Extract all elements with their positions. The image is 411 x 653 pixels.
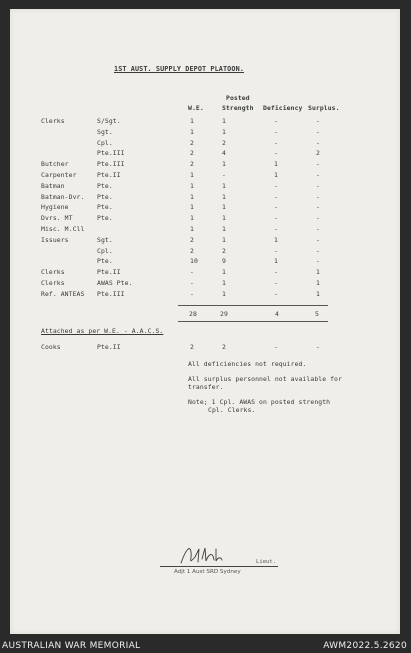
row-surplus: - [316, 214, 320, 223]
row-strength: 9 [222, 257, 226, 266]
header-we: W.E. [188, 104, 204, 112]
row-strength: 1 [222, 181, 226, 190]
row-surplus: - [316, 160, 320, 169]
row-surplus: - [316, 171, 320, 179]
row-strength: 2 [222, 138, 226, 147]
row-surplus: - [316, 117, 320, 125]
attached-rank: Pte.II [97, 343, 121, 351]
header-surplus: Surplus. [308, 104, 340, 112]
footer-institution: AUSTRALIAN WAR MEMORIAL [2, 641, 141, 651]
totals-rule-bottom [178, 321, 328, 322]
footer-accession-number: AWM2022.5.2620 [323, 641, 407, 651]
row-strength: 1 [222, 225, 226, 233]
total-surplus: 5 [315, 310, 319, 318]
row-rank: Pte. [97, 192, 113, 201]
row-surplus: 2 [316, 149, 320, 158]
attached-deficiency: - [274, 343, 278, 351]
row-role: Issuers [41, 235, 69, 244]
row-surplus: 1 [316, 279, 320, 287]
row-we: 2 [190, 235, 194, 244]
row-deficiency: - [274, 246, 278, 255]
row-strength: 1 [222, 127, 226, 136]
row-strength: 1 [222, 235, 226, 244]
note-surplus-line2: transfer. [188, 383, 224, 391]
row-deficiency: - [274, 279, 278, 287]
row-we: 1 [190, 127, 194, 136]
signature-stamp: Adjt 1 Aust SRD Sydney [174, 569, 241, 575]
row-we: - [190, 268, 194, 277]
row-rank: Pte. [97, 214, 113, 223]
attached-surplus: - [316, 343, 320, 351]
row-deficiency: - [274, 117, 278, 125]
row-surplus: - [316, 246, 320, 255]
row-strength: 1 [222, 268, 226, 277]
attached-we: 2 [190, 343, 194, 351]
row-surplus: - [316, 203, 320, 212]
row-strength: 1 [222, 160, 226, 169]
totals-rule-top [178, 305, 328, 306]
row-deficiency: 1 [274, 257, 278, 266]
attached-strength: 2 [222, 343, 226, 351]
row-we: 1 [190, 225, 194, 233]
row-strength: 1 [222, 203, 226, 212]
row-deficiency: - [274, 192, 278, 201]
row-deficiency: - [274, 149, 278, 158]
row-deficiency: - [274, 268, 278, 277]
row-deficiency: 1 [274, 160, 278, 169]
header-posted: Posted [226, 94, 250, 102]
row-role: Batman-Dvr. [41, 192, 85, 201]
signature-block [160, 541, 280, 581]
row-role: Clerks [41, 279, 65, 287]
document-sheet [10, 9, 400, 634]
row-we: 1 [190, 181, 194, 190]
row-rank: Pte.II [97, 268, 121, 277]
row-we: 2 [190, 160, 194, 169]
row-rank: Pte. [97, 257, 113, 266]
attached-heading: Attached as per W.E. - A.A.C.S. [41, 327, 164, 335]
row-rank: Pte.III [97, 289, 125, 298]
row-role: Hygiene [41, 203, 69, 212]
row-strength: 1 [222, 279, 226, 287]
row-we: 2 [190, 138, 194, 147]
header-deficiency: Deficiency [263, 104, 303, 112]
row-strength: - [222, 171, 226, 179]
row-strength: 4 [222, 149, 226, 158]
row-rank: Pte.III [97, 160, 125, 169]
row-we: 1 [190, 171, 194, 179]
row-we: 2 [190, 246, 194, 255]
row-we: 1 [190, 214, 194, 223]
row-we: 10 [190, 257, 198, 266]
row-rank: Cpl. [97, 138, 113, 147]
note-awas-line1: Note; 1 Cpl. AWAS on posted strength [188, 398, 331, 406]
signature-title: Lieut. [256, 559, 277, 565]
row-we: 2 [190, 149, 194, 158]
row-surplus: - [316, 225, 320, 233]
note-deficiencies: All deficiencies not required. [188, 360, 307, 368]
total-strength: 29 [220, 310, 228, 318]
row-role: Carpenter [41, 171, 77, 179]
row-surplus: - [316, 192, 320, 201]
row-role: Misc. M.Cll [41, 225, 85, 233]
row-surplus: - [316, 181, 320, 190]
row-rank: Pte.III [97, 149, 125, 158]
row-deficiency: - [274, 127, 278, 136]
attached-role: Cooks [41, 343, 61, 351]
signature-scribble-icon [178, 543, 224, 567]
signature-line [160, 566, 278, 567]
row-strength: 1 [222, 214, 226, 223]
row-rank: S/Sgt. [97, 117, 121, 125]
total-deficiency: 4 [275, 310, 279, 318]
row-surplus: - [316, 235, 320, 244]
row-rank: AWAS Pte. [97, 279, 133, 287]
row-we: - [190, 279, 194, 287]
row-rank: Pte. [97, 203, 113, 212]
row-deficiency: 1 [274, 235, 278, 244]
row-strength: 1 [222, 117, 226, 125]
row-surplus: - [316, 257, 320, 266]
row-strength: 2 [222, 246, 226, 255]
row-surplus: - [316, 138, 320, 147]
row-we: 1 [190, 192, 194, 201]
row-strength: 1 [222, 192, 226, 201]
row-we: 1 [190, 117, 194, 125]
note-surplus-line1: All surplus personnel not available for [188, 375, 342, 383]
row-role: Ref. ANTEAS [41, 289, 85, 298]
row-surplus: 1 [316, 268, 320, 277]
row-rank: Sgt. [97, 127, 113, 136]
row-surplus: - [316, 127, 320, 136]
header-strength: Strength [222, 104, 254, 112]
note-awas-line2: Cpl. Clerks. [208, 406, 256, 414]
row-deficiency: - [274, 289, 278, 298]
row-deficiency: 1 [274, 171, 278, 179]
row-deficiency: - [274, 203, 278, 212]
row-role: Batman [41, 181, 65, 190]
row-role: Butcher [41, 160, 69, 169]
document-title: 1ST AUST. SUPPLY DEPOT PLATOON. [114, 65, 244, 73]
row-rank: Pte. [97, 181, 113, 190]
row-deficiency: - [274, 181, 278, 190]
row-deficiency: - [274, 138, 278, 147]
row-rank: Sgt. [97, 235, 113, 244]
row-strength: 1 [222, 289, 226, 298]
row-deficiency: - [274, 214, 278, 223]
row-surplus: 1 [316, 289, 320, 298]
row-we: 1 [190, 203, 194, 212]
row-rank: Pte.II [97, 171, 121, 179]
row-role: Clerks [41, 268, 65, 277]
row-deficiency: - [274, 225, 278, 233]
row-role: Dvrs. MT [41, 214, 73, 223]
row-rank: Cpl. [97, 246, 113, 255]
row-we: - [190, 289, 194, 298]
row-role: Clerks [41, 117, 65, 125]
total-we: 28 [189, 310, 197, 318]
